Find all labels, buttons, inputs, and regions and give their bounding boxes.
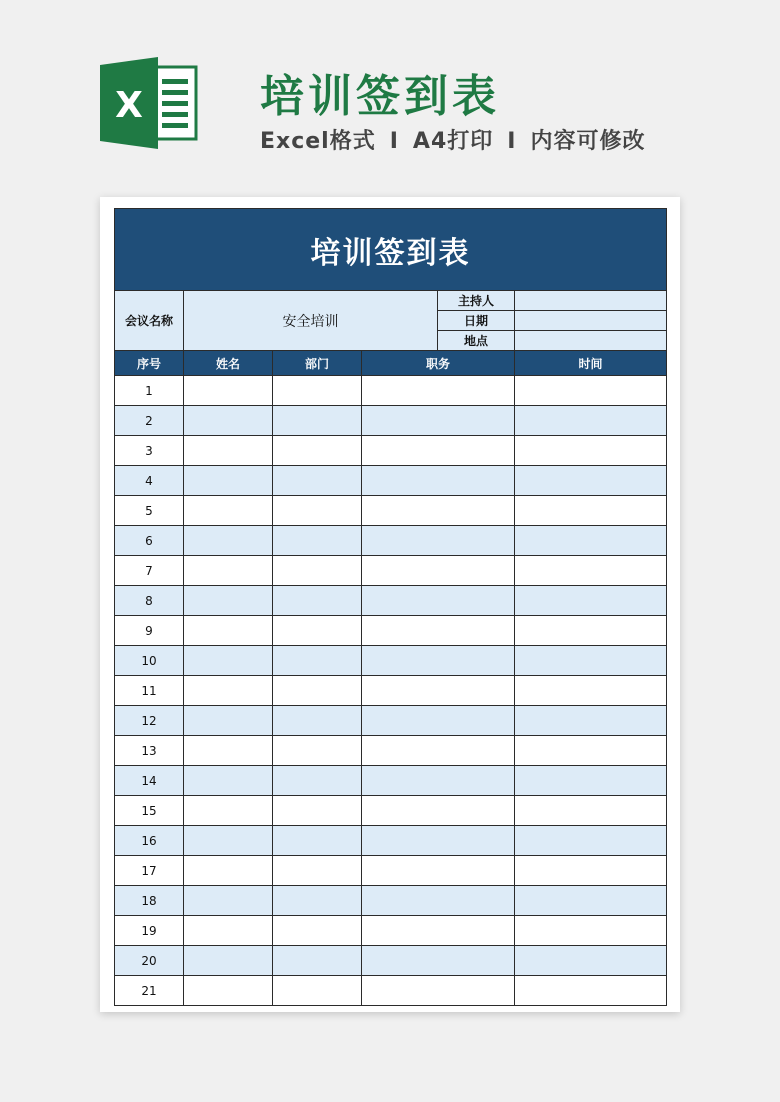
table-row [115,736,667,766]
position-cell[interactable] [362,706,515,736]
department-cell[interactable] [273,916,362,946]
position-cell[interactable] [362,406,515,436]
time-cell[interactable] [515,676,667,706]
column-header-row [115,351,667,376]
meeting-name-value[interactable]: 安全培训 [184,291,438,351]
table-row [115,586,667,616]
table-row [115,826,667,856]
row-index: 17 [115,856,184,886]
table-row [115,616,667,646]
name-cell[interactable] [184,436,273,466]
position-cell[interactable] [362,886,515,916]
department-cell[interactable] [273,766,362,796]
column-header-index: 序号 [115,351,184,376]
subtitle-print: A4打印 [412,129,494,154]
time-cell[interactable] [515,436,667,466]
excel-icon [100,57,198,149]
table-row [115,496,667,526]
department-cell[interactable] [273,796,362,826]
table-row [115,856,667,886]
row-index: 12 [115,706,184,736]
name-cell[interactable] [184,856,273,886]
column-header-department: 部门 [273,351,362,376]
time-cell[interactable] [515,616,667,646]
banner-subtitle [260,124,645,155]
department-cell[interactable] [273,406,362,436]
table-row [115,976,667,1006]
host-value[interactable] [515,291,667,311]
name-cell[interactable] [184,376,273,406]
position-cell[interactable] [362,556,515,586]
time-cell[interactable] [515,766,667,796]
table-row [115,646,667,676]
table-row [115,676,667,706]
position-cell[interactable] [362,736,515,766]
row-index: 13 [115,736,184,766]
name-cell[interactable] [184,556,273,586]
position-cell[interactable] [362,496,515,526]
time-cell[interactable] [515,526,667,556]
banner [0,0,780,190]
sheet-title: 培训签到表 [115,209,667,291]
place-value[interactable] [515,331,667,351]
table-row [115,796,667,826]
name-cell[interactable] [184,766,273,796]
subtitle-separator: I [507,129,517,154]
table-row [115,466,667,496]
row-index: 11 [115,676,184,706]
position-cell[interactable] [362,916,515,946]
name-cell[interactable] [184,406,273,436]
row-index: 14 [115,766,184,796]
name-cell[interactable] [184,916,273,946]
department-cell[interactable] [273,706,362,736]
department-cell[interactable] [273,526,362,556]
row-index: 19 [115,916,184,946]
department-cell[interactable] [273,886,362,916]
time-cell[interactable] [515,706,667,736]
department-cell[interactable] [273,466,362,496]
name-cell[interactable] [184,706,273,736]
column-header-position: 职务 [362,351,515,376]
table-row [115,706,667,736]
table-row [115,946,667,976]
time-cell[interactable] [515,496,667,526]
meeting-name-label: 会议名称 [115,291,184,351]
subtitle-format: Excel格式 [260,129,376,154]
table-row [115,916,667,946]
date-label: 日期 [438,311,515,331]
name-cell[interactable] [184,976,273,1006]
row-index: 8 [115,586,184,616]
row-index: 1 [115,376,184,406]
name-cell[interactable] [184,946,273,976]
department-cell[interactable] [273,826,362,856]
time-cell[interactable] [515,466,667,496]
column-header-name: 姓名 [184,351,273,376]
department-cell[interactable] [273,556,362,586]
row-index: 4 [115,466,184,496]
subtitle-editable: 内容可修改 [530,129,646,154]
row-index: 3 [115,436,184,466]
time-cell[interactable] [515,856,667,886]
position-cell[interactable] [362,976,515,1006]
position-cell[interactable] [362,646,515,676]
sign-in-table [114,208,667,1006]
banner-title: 培训签到表 [260,71,500,122]
time-cell[interactable] [515,796,667,826]
position-cell[interactable] [362,826,515,856]
name-cell[interactable] [184,676,273,706]
time-cell[interactable] [515,586,667,616]
name-cell[interactable] [184,616,273,646]
sign-in-rows [115,376,667,1006]
date-value[interactable] [515,311,667,331]
row-index: 2 [115,406,184,436]
name-cell[interactable] [184,496,273,526]
row-index: 15 [115,796,184,826]
row-index: 18 [115,886,184,916]
table-row [115,376,667,406]
row-index: 10 [115,646,184,676]
department-cell[interactable] [273,616,362,646]
table-row [115,406,667,436]
department-cell[interactable] [273,736,362,766]
time-cell[interactable] [515,976,667,1006]
name-cell[interactable] [184,796,273,826]
position-cell[interactable] [362,616,515,646]
position-cell[interactable] [362,376,515,406]
department-cell[interactable] [273,946,362,976]
row-index: 6 [115,526,184,556]
time-cell[interactable] [515,916,667,946]
time-cell[interactable] [515,646,667,676]
department-cell[interactable] [273,976,362,1006]
row-index: 7 [115,556,184,586]
name-cell[interactable] [184,586,273,616]
department-cell[interactable] [273,856,362,886]
name-cell[interactable] [184,826,273,856]
row-index: 21 [115,976,184,1006]
time-cell[interactable] [515,406,667,436]
subtitle-separator: I [389,129,399,154]
name-cell[interactable] [184,466,273,496]
department-cell[interactable] [273,676,362,706]
department-cell[interactable] [273,646,362,676]
table-row [115,436,667,466]
table-row [115,766,667,796]
position-cell[interactable] [362,526,515,556]
name-cell[interactable] [184,886,273,916]
host-label: 主持人 [438,291,515,311]
position-cell[interactable] [362,676,515,706]
name-cell[interactable] [184,646,273,676]
name-cell[interactable] [184,736,273,766]
department-cell[interactable] [273,376,362,406]
excel-logo-letter: X [115,85,143,126]
time-cell[interactable] [515,376,667,406]
time-cell[interactable] [515,736,667,766]
time-cell[interactable] [515,946,667,976]
department-cell[interactable] [273,496,362,526]
sheet-title-row [115,209,667,291]
table-row [115,886,667,916]
position-cell[interactable] [362,856,515,886]
time-cell[interactable] [515,886,667,916]
table-row [115,556,667,586]
department-cell[interactable] [273,586,362,616]
position-cell[interactable] [362,766,515,796]
row-index: 9 [115,616,184,646]
position-cell[interactable] [362,466,515,496]
name-cell[interactable] [184,526,273,556]
row-index: 5 [115,496,184,526]
column-header-time: 时间 [515,351,667,376]
table-row [115,526,667,556]
place-label: 地点 [438,331,515,351]
department-cell[interactable] [273,436,362,466]
position-cell[interactable] [362,796,515,826]
time-cell[interactable] [515,556,667,586]
time-cell[interactable] [515,826,667,856]
row-index: 16 [115,826,184,856]
position-cell[interactable] [362,586,515,616]
position-cell[interactable] [362,436,515,466]
info-row-host [115,291,667,311]
row-index: 20 [115,946,184,976]
position-cell[interactable] [362,946,515,976]
